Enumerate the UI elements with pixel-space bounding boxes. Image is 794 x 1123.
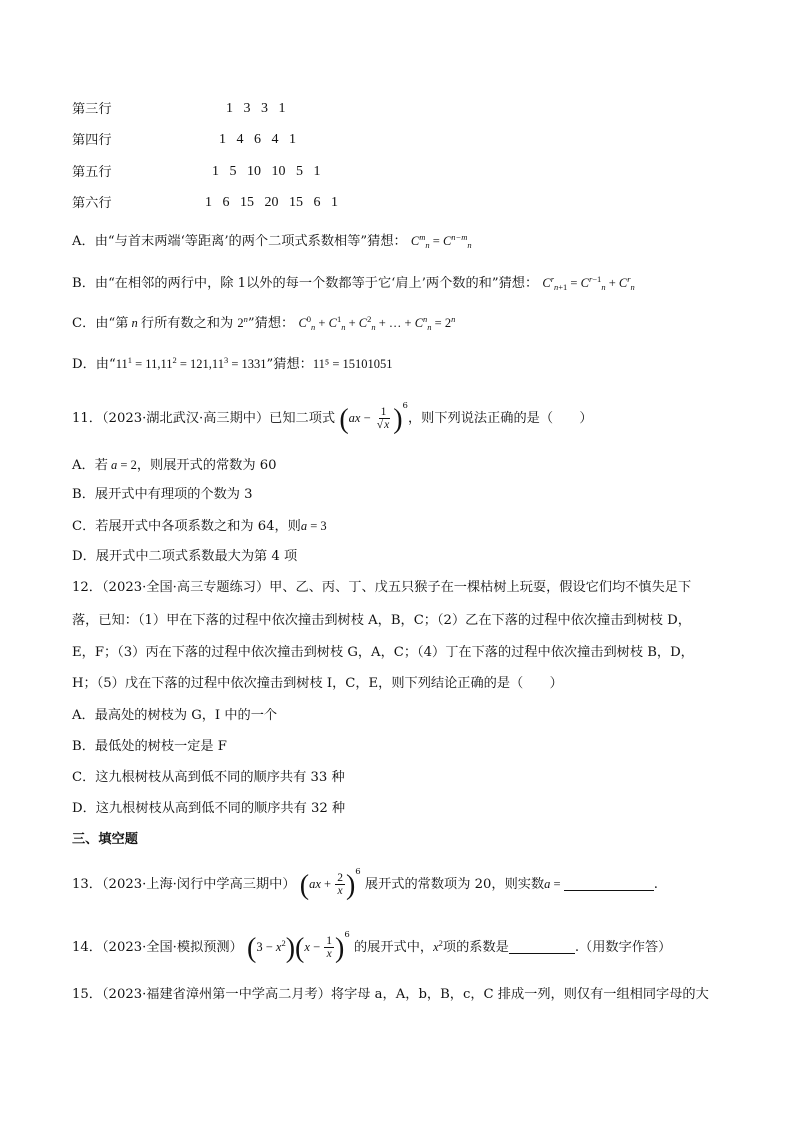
section-heading: 三、填空题 — [72, 832, 138, 847]
question-text: 项的系数是 — [442, 940, 509, 955]
option-text: C．若展开式中各项系数之和为 64，则 — [72, 519, 301, 534]
question-text: 展开式的常数项为 20，则实数 — [364, 877, 545, 892]
pascal-row-values: 1 5 10 10 5 1 — [212, 164, 321, 179]
question-text: ，则下列说法正确的是（ ） — [407, 411, 593, 426]
q11-option-a: A．若 a = 2，则展开式的常数为 60 — [72, 458, 277, 473]
q13-stem: 13．（2023·上海·闵行中学高三期中） (ax + $\frac{2}{x}$ )$^6$ 展开式的常数项为 20，则实数a = . — [72, 867, 658, 901]
q10-option-a: A．由“与首末两端‘等距离’的两个二项式系数相等”猜想： $C^m_n = C^{n-m}_n$ — [72, 232, 472, 250]
pascal-row-label: 第六行 — [72, 196, 112, 211]
q11-option-b: B．展开式中有理项的个数为 3 — [72, 487, 253, 502]
q12-stem-line: H；（5）戊在下落的过程中依次撞击到树枝 I，C，E，则下列结论正确的是（ ） — [72, 676, 563, 691]
q12-stem-line: 落，已知：（1）甲在下落的过程中依次撞击到树枝 A，B，C；（2）乙在下落的过程中依次撞击到树枝 D， — [72, 613, 691, 628]
question-text: 11．（2023·湖北武汉·高三期中）已知二项式 — [72, 411, 336, 426]
q12-option-c: C．这九根树枝从高到低不同的顺序共有 33 种 — [72, 770, 345, 785]
pascal-row-values: 1 3 3 1 — [226, 101, 286, 116]
pascal-row-values: 1 4 6 4 1 — [219, 132, 296, 147]
q12-stem-line: E，F；（3）丙在下落的过程中依次撞击到树枝 G，A，C；（4）丁在下落的过程中依次撞击到树枝 B，D， — [72, 645, 694, 660]
answer-blank[interactable] — [509, 939, 575, 954]
answer-blank[interactable] — [564, 876, 654, 891]
option-text: A．由“与首末两端‘等距离’的两个二项式系数相等”猜想： — [72, 234, 407, 249]
q15-stem-line: 15．（2023·福建省漳州第一中学高二月考）将字母 a，A，b，B，c，C 排成一列，则仅有一组相同字母的大 — [72, 987, 709, 1002]
question-text: . — [653, 877, 658, 892]
pascal-row-label: 第三行 — [72, 102, 112, 117]
option-text: B．由“在相邻的两行中，除 1以外的每一个数都等于它‘肩上’两个数的和”猜想： — [72, 276, 539, 291]
q11-stem: 11．（2023·湖北武汉·高三期中）已知二项式 (ax − $\frac{1}{√x}$ )$^6$，则下列说法正确的是（ ） — [72, 401, 593, 435]
option-text: C．由“第 — [72, 316, 129, 331]
q10-option-c: C．由“第 n 行所有数之和为 2$^n$”猜想： $C^0_n + C^1_n + C^2_n$ + … + $C^n_n = 2^n$ — [72, 314, 456, 332]
question-text: 14．（2023·全国·模拟预测） — [72, 940, 243, 955]
q11-option-c: C．若展开式中各项系数之和为 64，则a = 3 — [72, 519, 327, 534]
equation: 11⁵ = 15101051 — [312, 357, 393, 371]
question-text: 13．（2023·上海·闵行中学高三期中） — [72, 877, 296, 892]
question-text: .（用数字作答） — [574, 940, 672, 955]
q12-option-d: D．这九根树枝从高到低不同的顺序共有 32 种 — [72, 801, 346, 816]
q12-stem-line: 12．（2023·全国·高三专题练习）甲、乙、丙、丁、戊五只猴子在一棵枯树上玩耍，假设它们均不慎失足下 — [72, 580, 692, 595]
q10-option-b: B．由“在相邻的两行中，除 1以外的每一个数都等于它‘肩上’两个数的和”猜想： $C^r_{n+1} = C^{r-1}_n + C^r_n$ — [72, 274, 635, 292]
pascal-row-values: 1 6 15 20 15 6 1 — [205, 195, 338, 210]
q11-option-d: D．展开式中二项式系数最大为第 4 项 — [72, 549, 298, 564]
option-text: ，则展开式的常数为 60 — [136, 458, 277, 473]
pascal-row-label: 第四行 — [72, 133, 112, 148]
option-text: 行所有数之和为 — [140, 316, 234, 331]
pascal-row-label: 第五行 — [72, 165, 112, 180]
question-text: 的展开式中， — [353, 940, 434, 955]
q12-option-b: B．最低处的树枝一定是 F — [72, 739, 227, 754]
option-text: ”猜想： — [247, 316, 295, 331]
q14-stem: 14．（2023·全国·模拟预测） $(3 - x^2)(x$ − $\frac{1}{x}$ )$^6$ 的展开式中，$x^2$项的系数是 .（用数字作答） — [72, 930, 672, 964]
option-text: D．由“ — [72, 357, 116, 372]
q10-option-d: D．由“$11^1 = 11,11^2 = 121,11^3 = 1331$”猜想：11⁵ = 15101051 — [72, 355, 393, 372]
option-text: ”猜想： — [266, 357, 313, 372]
option-text: A．若 — [72, 458, 108, 473]
q12-option-a: A．最高处的树枝为 G，I 中的一个 — [72, 708, 278, 723]
